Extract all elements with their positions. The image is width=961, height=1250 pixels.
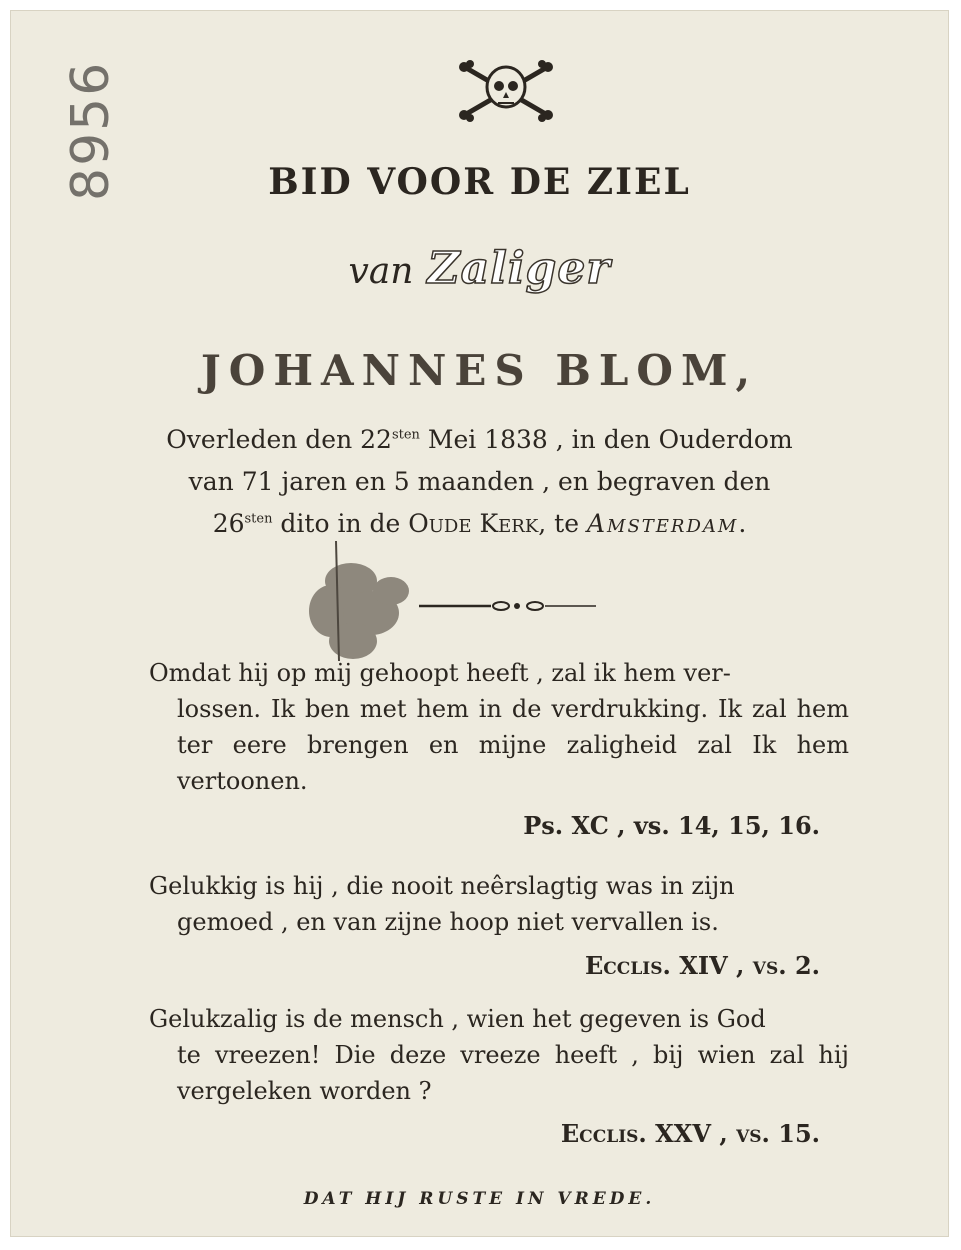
closing-blessing: DAT HIJ RUSTE IN VREDE.: [303, 1189, 656, 1209]
prayer-heading: BID VOOR DE ZIEL: [268, 161, 691, 203]
verse-1: Omdat hij op mij gehoopt heeft , zal ik hem ver- lossen. Ik ben met hem in de verdrukking. Ik zal hem ter eere brengen en mijne zaligheid zal Ik hem vertoonen.: [149, 659, 849, 795]
death-date-line: Overleden den $22^{sten}$ Mei 1838 , in den Ouderdom: [166, 425, 793, 454]
memorial-card: [10, 10, 949, 1237]
van-zaliger-line: [11, 243, 948, 294]
burial-place-line: $26^{sten}$ dito in de Oude Kerk, te Amsterdam.: [212, 509, 747, 538]
city-name: Amsterdam: [586, 509, 739, 538]
deceased-name: JOHANNES BLOM,: [200, 346, 759, 395]
verse-2-reference: Ecclis. XIV , vs. 2.: [584, 951, 820, 980]
verse-2: Gelukkig is hij , die nooit neêrslagtig was in zijn gemoed , en van zijne hoop niet vervallen is.: [149, 872, 735, 936]
accession-number: 8956: [61, 60, 121, 201]
van-word: van: [348, 251, 414, 292]
skull-crossbones-icon: [456, 59, 556, 123]
age-burial-line: van 71 jaren en 5 maanden , en begraven den: [188, 467, 771, 496]
verse-1-reference: Ps. XC , vs. 14, 15, 16.: [523, 811, 820, 840]
verse-3-reference: Ecclis. XXV , vs. 15.: [560, 1119, 820, 1148]
flower-ornament: [291, 541, 601, 671]
church-name: Oude Kerk: [408, 509, 539, 538]
zaliger-word: Zaliger: [427, 243, 611, 294]
verse-3: Gelukzalig is de mensch , wien het gegeven is God te vreezen! Die deze vreeze heeft , bij wien zal hij vergeleken worden ?: [149, 1005, 849, 1105]
